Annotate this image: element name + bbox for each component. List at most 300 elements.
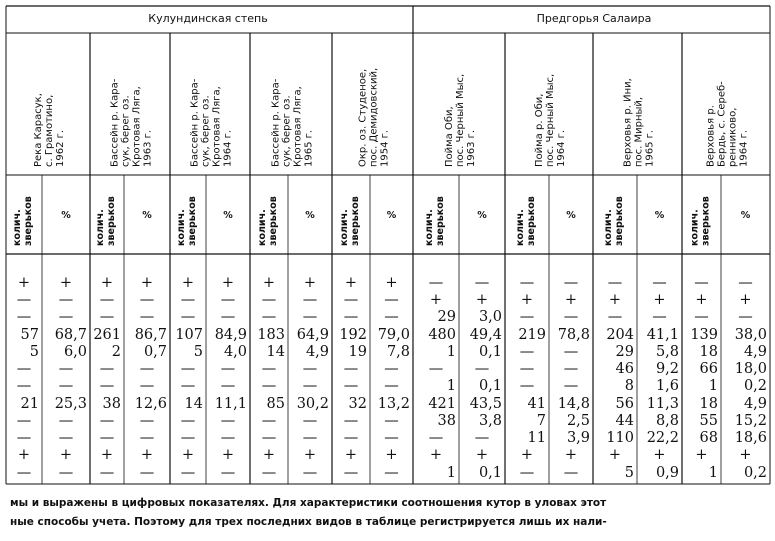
- table-cell: —: [384, 378, 399, 394]
- table-cell: —: [384, 465, 399, 481]
- table-cell: +: [100, 447, 114, 463]
- table-cell: 56: [615, 396, 634, 412]
- table-cell: 18,0: [734, 361, 767, 377]
- location-line: 1963 г.: [466, 129, 477, 167]
- location-line: Окр. оз. Студеное,: [357, 68, 369, 167]
- table-cell: —: [220, 413, 236, 429]
- table-cell: 0,2: [743, 378, 767, 394]
- location-header: [110, 78, 154, 167]
- table-cell: +: [344, 275, 358, 291]
- table-cell: —: [139, 361, 155, 377]
- table-cell: 1,6: [655, 378, 679, 394]
- table-cell: 0,7: [143, 344, 167, 360]
- table-row: [30, 344, 767, 360]
- location-line: 1965 г.: [303, 129, 315, 167]
- table-cell: 66: [699, 361, 718, 377]
- table-cell: 68,7: [54, 327, 87, 343]
- table-cell: —: [519, 361, 535, 377]
- footer-line-1: мы и выражены в цифровых показателях. Для характеристики соотношения кутор в уловах этот: [10, 497, 607, 509]
- table-cell: +: [695, 292, 708, 308]
- location-line: пос. Черный Мыс,: [455, 73, 466, 167]
- table-cell: 5: [29, 344, 39, 360]
- table-cell: 25,3: [54, 396, 87, 412]
- sub-header-percent: %: [142, 210, 152, 221]
- table-cell: +: [739, 292, 752, 308]
- table-cell: —: [343, 430, 359, 446]
- table-cell: 8: [624, 378, 634, 394]
- table-cell: +: [475, 292, 489, 308]
- table-cell: —: [139, 309, 155, 325]
- location-line: сук, берег оз.: [120, 95, 132, 167]
- sub-header-percent: %: [223, 210, 233, 221]
- table-cell: +: [17, 275, 31, 291]
- table-cell: 3,8: [478, 413, 502, 429]
- location-line: Пойма Оби,: [444, 106, 455, 167]
- table-cell: 12,6: [134, 396, 167, 412]
- table-cell: +: [181, 447, 195, 463]
- table-row: [17, 309, 753, 325]
- table-cell: 0,1: [478, 344, 502, 360]
- sub-header-count: колич.: [339, 209, 350, 246]
- table-cell: 4,0: [223, 344, 247, 360]
- table-cell: 43,5: [469, 396, 502, 412]
- table-cell: 1: [446, 378, 456, 394]
- table-cell: 18: [699, 344, 718, 360]
- table-cell: 1: [708, 465, 718, 481]
- location-header: [33, 93, 66, 167]
- table-cell: —: [302, 430, 318, 446]
- table-cell: —: [384, 361, 399, 377]
- sub-header-count: зверьков: [614, 196, 625, 246]
- table-row: [17, 361, 767, 377]
- table-cell: +: [385, 275, 398, 291]
- sub-header-percent: %: [740, 210, 751, 221]
- table-cell: —: [302, 361, 318, 377]
- table-cell: 0,2: [743, 465, 767, 481]
- table-cell: 7: [536, 413, 546, 429]
- table-cell: 38: [437, 413, 456, 429]
- location-line: Река Карасук,: [33, 93, 44, 167]
- table-cell: 57: [20, 327, 39, 343]
- table-cell: 4,9: [305, 344, 329, 360]
- table-cell: +: [221, 275, 235, 291]
- sub-header-count: зверьков: [23, 196, 34, 246]
- table-cell: —: [99, 361, 115, 377]
- table-cell: 14,8: [557, 396, 590, 412]
- location-line: 1965 г.: [644, 129, 656, 167]
- table-cell: 192: [339, 327, 367, 343]
- table-cell: —: [99, 292, 115, 308]
- location-line: Кротовая Ляга,: [292, 86, 304, 167]
- table-cell: 18,6: [734, 430, 767, 446]
- sub-header-count: зверьков: [526, 196, 537, 246]
- table-cell: 139: [690, 327, 718, 343]
- table-cell: 421: [428, 396, 456, 412]
- table-cell: 86,7: [134, 327, 167, 343]
- table-cell: —: [220, 309, 236, 325]
- table-cell: 5: [193, 344, 203, 360]
- table-cell: —: [180, 378, 196, 394]
- table-cell: +: [181, 275, 195, 291]
- table-cell: +: [653, 447, 666, 463]
- table-cell: 11,3: [646, 396, 679, 412]
- table-cell: 261: [93, 327, 121, 343]
- table-cell: 49,4: [469, 327, 502, 343]
- location-line: сук, берег оз.: [200, 95, 212, 167]
- table-cell: +: [739, 447, 752, 463]
- table-cell: 14: [184, 396, 203, 412]
- sub-headers: [12, 196, 751, 246]
- location-headers: [33, 68, 750, 167]
- table-cell: 2,5: [566, 413, 590, 429]
- table-cell: —: [16, 378, 32, 394]
- table-cell: +: [140, 447, 154, 463]
- table-cell: +: [59, 447, 73, 463]
- table-cell: —: [16, 430, 32, 446]
- location-line: сук, берег оз.: [281, 95, 293, 167]
- table-cell: —: [384, 430, 399, 446]
- table-cell: —: [384, 309, 399, 325]
- table-cell: —: [428, 275, 444, 291]
- table-cell: 21: [20, 396, 39, 412]
- table-cell: 8,8: [655, 413, 679, 429]
- table-cell: —: [16, 413, 32, 429]
- location-header: [444, 74, 477, 167]
- table-cell: —: [428, 430, 444, 446]
- table-cell: —: [563, 465, 579, 481]
- table-cell: —: [738, 275, 753, 291]
- table-cell: +: [344, 447, 358, 463]
- table-cell: —: [607, 309, 623, 325]
- sub-header-count: колич.: [95, 209, 106, 246]
- table-cell: —: [58, 430, 74, 446]
- location-line: 1963 г.: [142, 129, 154, 167]
- table-cell: +: [429, 447, 443, 463]
- table-cell: +: [385, 447, 398, 463]
- table-cell: 204: [606, 327, 634, 343]
- location-header: [534, 74, 567, 167]
- location-header: [706, 81, 750, 167]
- table-cell: +: [564, 292, 578, 308]
- table-cell: 0,1: [478, 378, 502, 394]
- table-cell: 11,1: [214, 396, 247, 412]
- table-cell: —: [343, 378, 359, 394]
- table-row: [18, 447, 752, 463]
- sub-header-count: зверьков: [435, 196, 446, 246]
- table-cell: 78,8: [557, 327, 590, 343]
- table-cell: —: [428, 361, 444, 377]
- table-cell: —: [261, 378, 277, 394]
- table-cell: —: [139, 430, 155, 446]
- table-cell: 5,8: [655, 344, 679, 360]
- table-cell: —: [99, 378, 115, 394]
- location-line: Бердь, с. Сереб-: [716, 81, 728, 167]
- location-line: Пойма р. Оби,: [534, 93, 545, 167]
- table-cell: 64,9: [296, 327, 329, 343]
- table-cell: —: [694, 275, 709, 291]
- location-line: Кротовая Ляга,: [211, 86, 223, 167]
- location-header: [358, 68, 391, 167]
- sub-header-count: зверьков: [350, 196, 361, 246]
- table-cell: +: [520, 447, 534, 463]
- table-cell: —: [180, 309, 196, 325]
- table-cell: —: [519, 465, 535, 481]
- sub-header-count: зверьков: [106, 196, 117, 246]
- location-line: Кротовая Ляга,: [131, 86, 143, 167]
- table-cell: —: [58, 378, 74, 394]
- sub-header-count: зверьков: [187, 196, 198, 246]
- table-cell: —: [519, 378, 535, 394]
- table-cell: —: [302, 309, 318, 325]
- table-cell: 41: [527, 396, 546, 412]
- table-cell: —: [220, 361, 236, 377]
- table-row: [17, 430, 767, 446]
- table-cell: —: [220, 465, 236, 481]
- table-cell: —: [652, 275, 667, 291]
- table-cell: 15,2: [734, 413, 767, 429]
- table-cell: 29: [615, 344, 634, 360]
- table-cell: 3,0: [478, 309, 502, 325]
- table-cell: —: [58, 309, 74, 325]
- table-cell: +: [100, 275, 114, 291]
- table-cell: 4,9: [743, 344, 767, 360]
- table-cell: —: [302, 292, 318, 308]
- table-cell: —: [58, 465, 74, 481]
- table-cell: —: [99, 465, 115, 481]
- table-cell: +: [695, 447, 708, 463]
- location-line: пос. Мирный,: [633, 96, 645, 167]
- table-row: [17, 292, 752, 308]
- table-cell: —: [343, 465, 359, 481]
- table-cell: —: [220, 378, 236, 394]
- table-cell: —: [384, 413, 399, 429]
- table-cell: 480: [428, 327, 456, 343]
- table-cell: 22,2: [646, 430, 679, 446]
- table-cell: 183: [257, 327, 285, 343]
- table-cell: 44: [615, 413, 634, 429]
- table-cell: 1: [708, 378, 718, 394]
- table-cell: 219: [518, 327, 546, 343]
- sub-header-count: зверьков: [700, 196, 712, 246]
- table-cell: 6,0: [63, 344, 87, 360]
- group-header-kulunda: Кулундинская степь: [148, 12, 268, 25]
- sub-header-percent: %: [61, 210, 71, 221]
- sub-header-percent: %: [566, 210, 576, 221]
- table-cell: —: [302, 413, 318, 429]
- location-line: 1962 г.: [55, 129, 66, 167]
- footer-text: [10, 494, 775, 532]
- table-cell: 107: [175, 327, 203, 343]
- table-cell: 0,1: [478, 465, 502, 481]
- table-cell: 41,1: [646, 327, 679, 343]
- location-line: с. Грамотино,: [44, 94, 55, 167]
- location-header: [190, 78, 234, 167]
- location-line: пос. Черный Мыс,: [545, 73, 556, 167]
- table-cell: 1: [446, 465, 456, 481]
- table-cell: 2: [111, 344, 121, 360]
- table-row: [21, 396, 767, 412]
- table-cell: 38,0: [734, 327, 767, 343]
- table-cell: —: [302, 378, 318, 394]
- table-cell: 13,2: [377, 396, 410, 412]
- table-body: [17, 275, 767, 481]
- table-cell: 14: [266, 344, 285, 360]
- table-cell: —: [563, 275, 579, 291]
- sub-header-count: колич.: [515, 209, 526, 246]
- table-cell: 7,8: [386, 344, 410, 360]
- table-cell: —: [343, 292, 359, 308]
- table-row: [17, 465, 767, 481]
- table-cell: 3,9: [566, 430, 590, 446]
- table-cell: 0,9: [655, 465, 679, 481]
- table-cell: 30,2: [296, 396, 329, 412]
- table-cell: —: [16, 309, 32, 325]
- table-cell: 38: [102, 396, 121, 412]
- table-cell: —: [607, 275, 623, 291]
- table-cell: 79,0: [377, 327, 410, 343]
- table-cell: —: [99, 413, 115, 429]
- table-cell: —: [16, 292, 32, 308]
- table-cell: +: [520, 292, 534, 308]
- location-line: ренниково,: [727, 107, 739, 167]
- table-cell: —: [343, 413, 359, 429]
- table-cell: —: [139, 413, 155, 429]
- table-cell: 84,9: [214, 327, 247, 343]
- sub-header-count: колич.: [257, 209, 268, 246]
- table-cell: —: [302, 465, 318, 481]
- table-cell: 46: [615, 361, 634, 377]
- table-row: [21, 327, 767, 343]
- table-cell: +: [608, 292, 622, 308]
- location-line: 1964 г.: [738, 129, 750, 167]
- sub-header-count: колич.: [689, 209, 701, 246]
- table-cell: +: [475, 447, 489, 463]
- table-cell: +: [17, 447, 31, 463]
- table-cell: 9,2: [655, 361, 679, 377]
- table-cell: —: [519, 275, 535, 291]
- location-line: 1964 г.: [222, 129, 234, 167]
- table-cell: +: [653, 292, 666, 308]
- table-cell: +: [608, 447, 622, 463]
- table-cell: —: [180, 465, 196, 481]
- table-cell: —: [261, 292, 277, 308]
- location-line: пос. Демидовский,: [368, 67, 380, 167]
- location-line: Верховья р. Ини,: [622, 78, 634, 167]
- group-header-salair: Предгорья Салаира: [536, 12, 652, 25]
- table-cell: —: [474, 275, 490, 291]
- table-cell: —: [180, 413, 196, 429]
- table-cell: —: [343, 309, 359, 325]
- table-cell: —: [58, 292, 74, 308]
- table-cell: 1: [446, 344, 456, 360]
- table-cell: —: [180, 292, 196, 308]
- table-cell: —: [99, 309, 115, 325]
- location-line: 1954 г.: [379, 129, 391, 167]
- table-cell: —: [261, 309, 277, 325]
- table-cell: —: [139, 378, 155, 394]
- location-line: Верховья р.: [705, 105, 717, 167]
- footer-line-2: ные способы учета. Поэтому для трех последних видов в таблице регистрируется лишь их нали-: [10, 516, 607, 528]
- table-cell: —: [563, 309, 579, 325]
- location-line: Бассейн р. Кара-: [189, 78, 201, 167]
- table-cell: —: [519, 309, 535, 325]
- sub-header-count: колич.: [424, 209, 435, 246]
- table-cell: —: [58, 361, 74, 377]
- table-cell: +: [140, 275, 154, 291]
- table-cell: 68: [699, 430, 718, 446]
- table-cell: 18: [699, 396, 718, 412]
- table-cell: —: [180, 361, 196, 377]
- sub-header-percent: %: [654, 210, 665, 221]
- table-cell: —: [16, 361, 32, 377]
- table-cell: +: [262, 275, 276, 291]
- sub-header-count: зверьков: [268, 196, 279, 246]
- table-cell: +: [303, 275, 317, 291]
- table-cell: —: [738, 309, 753, 325]
- table-cell: 4,9: [743, 396, 767, 412]
- table-cell: —: [261, 465, 277, 481]
- location-line: Бассейн р. Кара-: [270, 78, 282, 167]
- table-cell: 55: [699, 413, 718, 429]
- table-cell: —: [563, 344, 579, 360]
- sub-header-count: колич.: [176, 209, 187, 246]
- location-line: 1964 г.: [556, 129, 567, 167]
- table-cell: +: [429, 292, 443, 308]
- table-cell: +: [59, 275, 73, 291]
- table-cell: —: [261, 413, 277, 429]
- location-header: [623, 78, 656, 167]
- table-cell: —: [343, 361, 359, 377]
- table-row: [18, 275, 753, 291]
- table-cell: +: [221, 447, 235, 463]
- table-cell: +: [564, 447, 578, 463]
- table-cell: 11: [527, 430, 546, 446]
- table-cell: +: [262, 447, 276, 463]
- table-cell: —: [694, 309, 709, 325]
- table-cell: 32: [348, 396, 367, 412]
- sub-header-percent: %: [386, 210, 397, 221]
- table-cell: —: [99, 430, 115, 446]
- sub-header-percent: %: [477, 210, 487, 221]
- table-cell: —: [474, 430, 490, 446]
- sub-header-count: колич.: [12, 209, 23, 246]
- table-cell: —: [261, 430, 277, 446]
- table-cell: +: [303, 447, 317, 463]
- table-cell: —: [563, 361, 579, 377]
- table-row: [17, 378, 767, 394]
- sub-header-percent: %: [305, 210, 315, 221]
- table-cell: —: [261, 361, 277, 377]
- table-cell: —: [58, 413, 74, 429]
- location-line: Бассейн р. Кара-: [109, 78, 121, 167]
- table-cell: —: [384, 292, 399, 308]
- table-cell: —: [180, 430, 196, 446]
- table-cell: —: [474, 361, 490, 377]
- sub-header-count: колич.: [603, 209, 614, 246]
- location-header: [271, 78, 315, 167]
- table-cell: —: [220, 292, 236, 308]
- table-row: [17, 413, 767, 429]
- table-cell: —: [519, 344, 535, 360]
- table-cell: —: [139, 292, 155, 308]
- table-cell: 19: [348, 344, 367, 360]
- table-cell: 110: [606, 430, 634, 446]
- table-cell: —: [16, 465, 32, 481]
- table-cell: —: [220, 430, 236, 446]
- table-cell: 5: [624, 465, 634, 481]
- table-cell: 29: [437, 309, 456, 325]
- table-cell: —: [652, 309, 667, 325]
